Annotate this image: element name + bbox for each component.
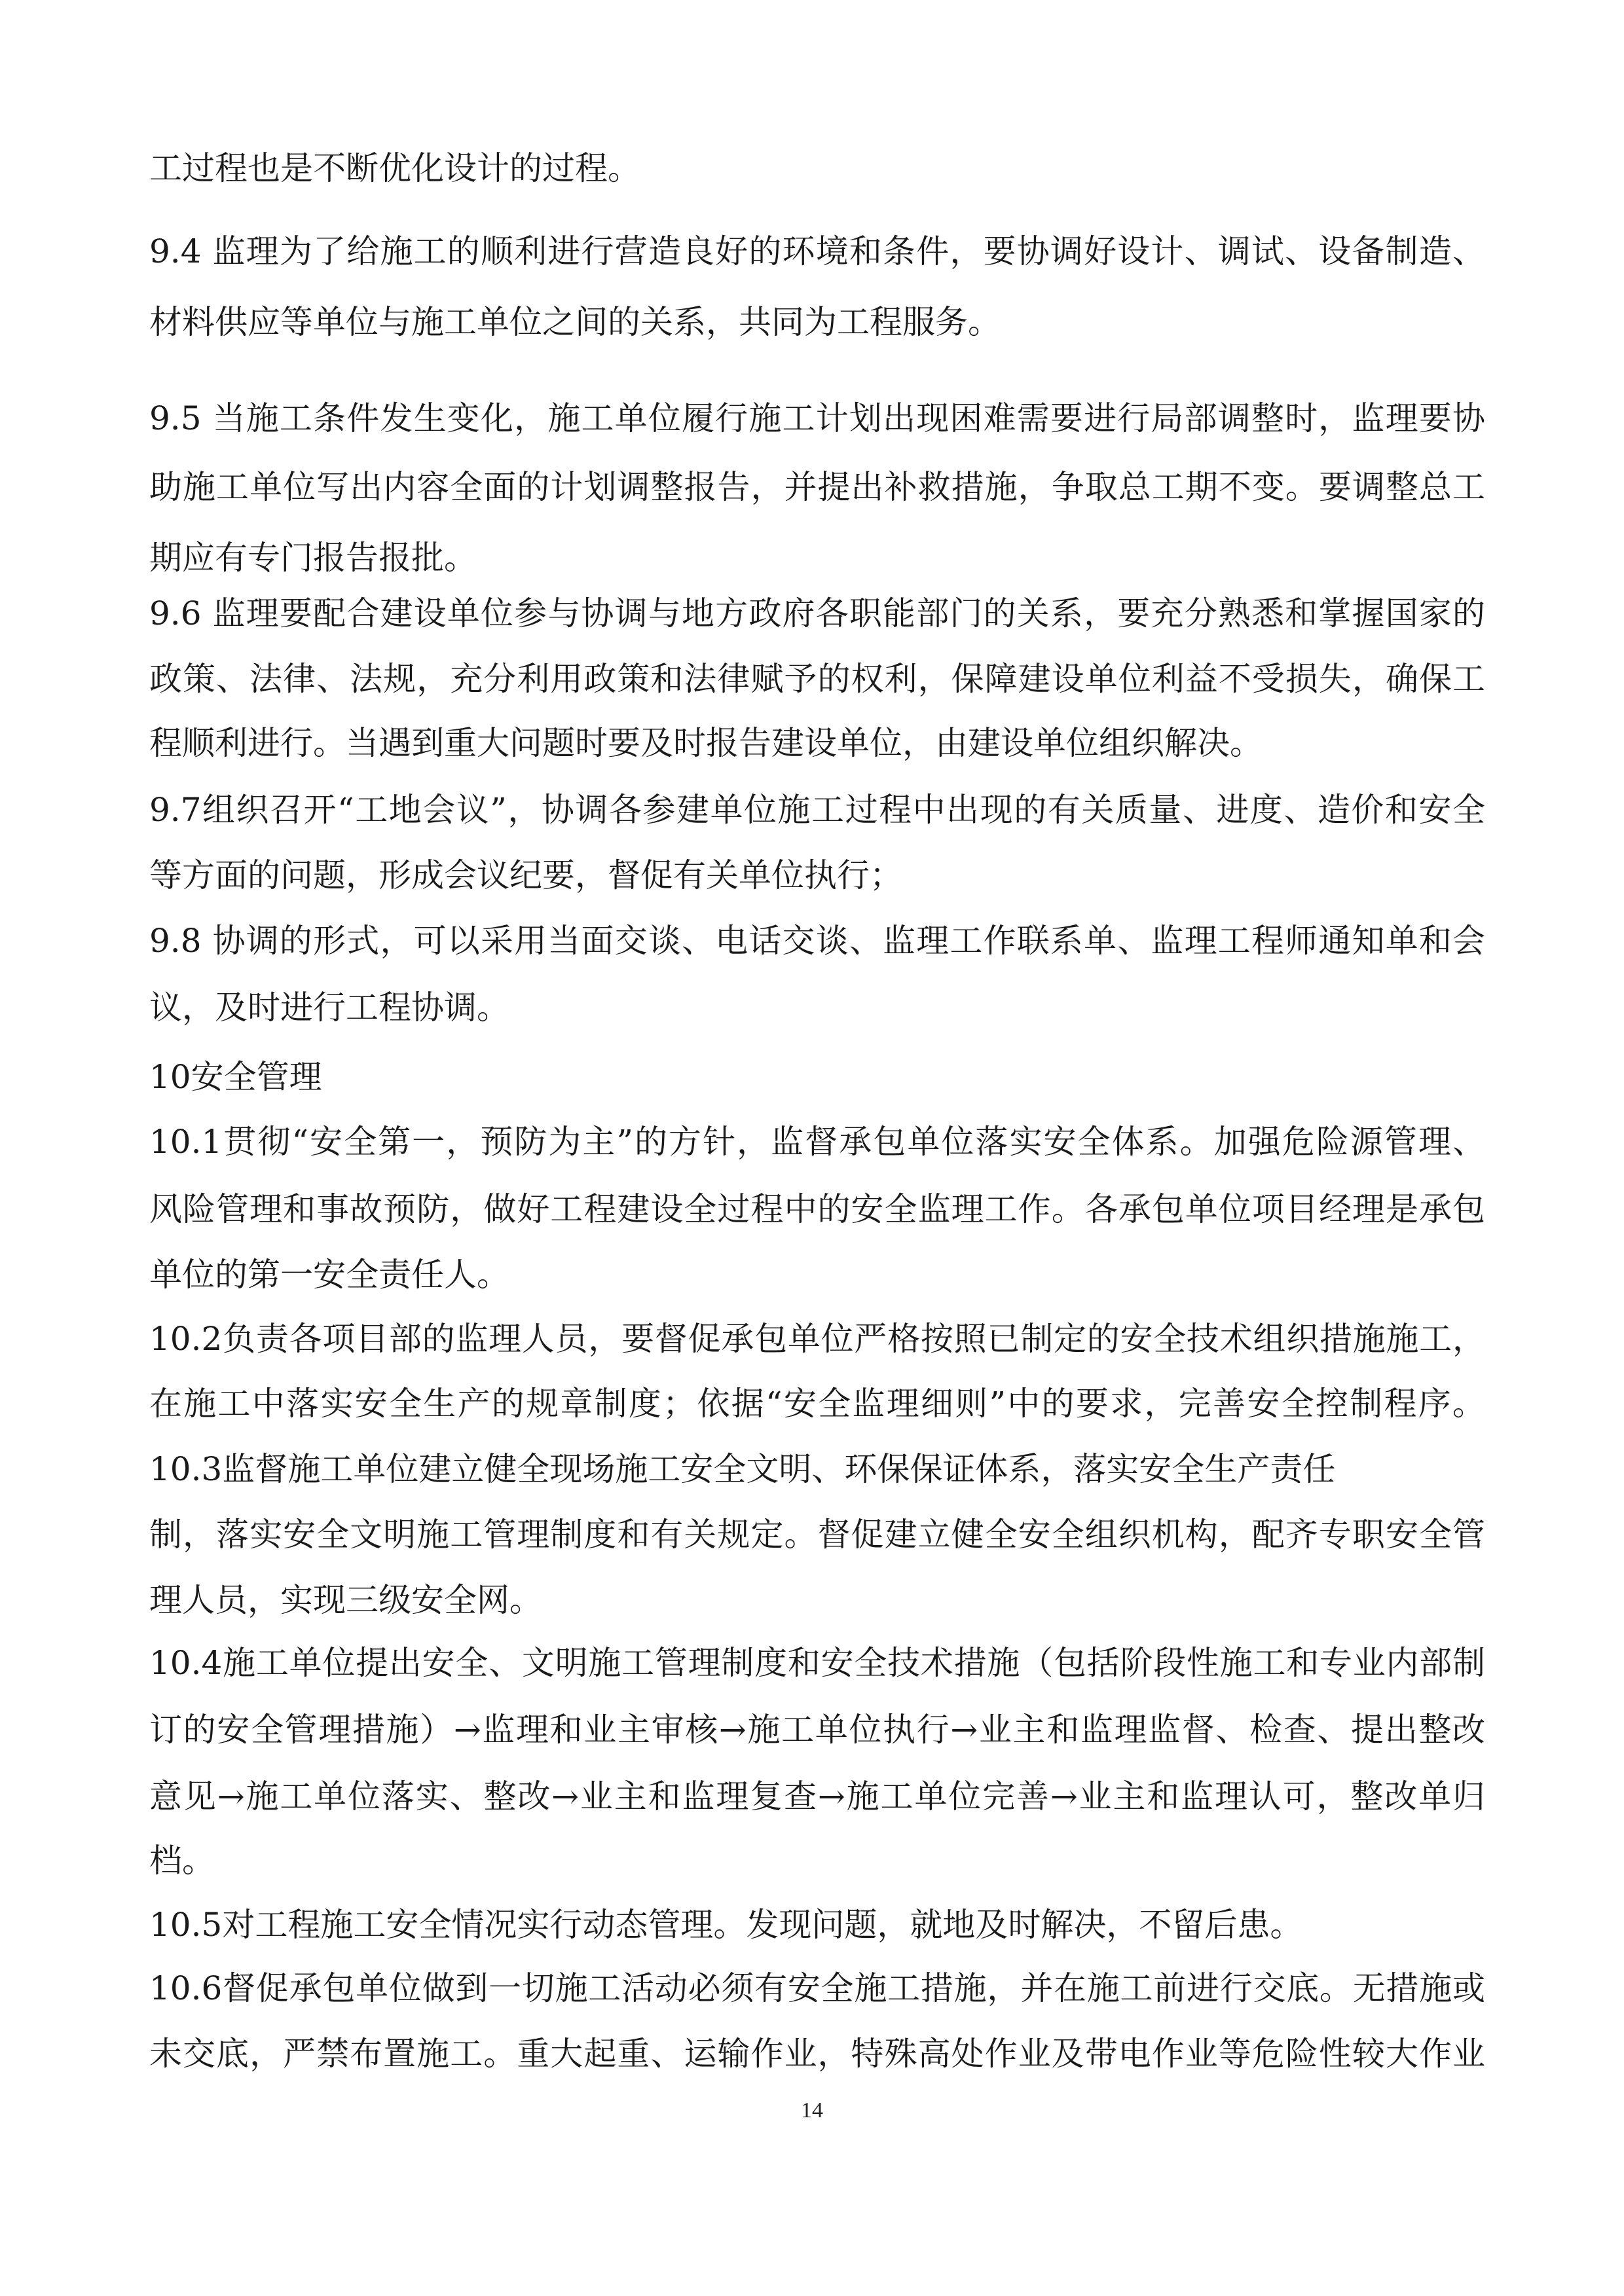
text-line: 未交底，严禁布置施工。重大起重、运输作业，特殊高处作业及带电作业等危险性较大作业 xyxy=(149,2035,1485,2073)
section-heading: 10安全管理 xyxy=(149,1058,322,1096)
text-line: 10.5对工程施工安全情况实行动态管理。发现问题，就地及时解决，不留后患。 xyxy=(149,1906,1303,1944)
text-line: 在施工中落实安全生产的规章制度；依据“安全监理细则”中的要求，完善安全控制程序。 xyxy=(149,1385,1485,1423)
text-line: 9.5 当施工条件发生变化，施工单位履行施工计划出现困难需要进行局部调整时，监理要协 xyxy=(149,399,1485,437)
text-line: 档。 xyxy=(149,1842,215,1880)
text-line: 制，落实安全文明施工管理制度和有关规定。督促建立健全安全组织机构，配齐专职安全管 xyxy=(149,1516,1485,1554)
text-line: 等方面的问题，形成会议纪要，督促有关单位执行； xyxy=(149,856,902,894)
text-line: 10.1贯彻“安全第一，预防为主”的方针，监督承包单位落实安全体系。加强危险源管理、 xyxy=(149,1123,1485,1161)
text-line: 10.2负责各项目部的监理人员，要督促承包单位严格按照已制定的安全技术组织措施施工， xyxy=(149,1320,1485,1358)
text-line: 10.4施工单位提出安全、文明施工管理制度和安全技术措施（包括阶段性施工和专业内部制 xyxy=(149,1644,1485,1682)
text-line: 9.6 监理要配合建设单位参与协调与地方政府各职能部门的关系，要充分熟悉和掌握国家的 xyxy=(149,594,1485,632)
text-line: 订的安全管理措施）→监理和业主审核→施工单位执行→业主和监理监督、检查、提出整改 xyxy=(149,1711,1485,1749)
text-line: 10.3监督施工单位建立健全现场施工安全文明、环保保证体系，落实安全生产责任 xyxy=(149,1450,1336,1488)
text-line: 程顺利进行。当遇到重大问题时要及时报告建设单位，由建设单位组织解决。 xyxy=(149,724,1263,762)
text-line: 单位的第一安全责任人。 xyxy=(149,1256,509,1294)
text-line: 政策、法律、法规，充分利用政策和法律赋予的权利，保障建设单位利益不受损失，确保工 xyxy=(149,660,1485,698)
page-number: 14 xyxy=(801,2098,823,2123)
text-line: 助施工单位写出内容全面的计划调整报告，并提出补救措施，争取总工期不变。要调整总工 xyxy=(149,468,1485,506)
text-line: 理人员，实现三级安全网。 xyxy=(149,1581,542,1619)
text-line: 9.8 协调的形式，可以采用当面交谈、电话交谈、监理工作联系单、监理工程师通知单和会 xyxy=(149,922,1485,960)
text-line: 工过程也是不断优化设计的过程。 xyxy=(149,149,640,187)
text-line: 期应有专门报告报批。 xyxy=(149,539,477,577)
text-line: 9.4 监理为了给施工的顺利进行营造良好的环境和条件，要协调好设计、调试、设备制造、 xyxy=(149,232,1485,270)
text-line: 意见→施工单位落实、整改→业主和监理复查→施工单位完善→业主和监理认可，整改单归 xyxy=(149,1777,1485,1815)
text-line: 风险管理和事故预防，做好工程建设全过程中的安全监理工作。各承包单位项目经理是承包 xyxy=(149,1190,1485,1228)
text-line: 材料供应等单位与施工单位之间的关系，共同为工程服务。 xyxy=(149,303,1001,341)
text-line: 10.6督促承包单位做到一切施工活动必须有安全施工措施，并在施工前进行交底。无措施或 xyxy=(149,1969,1485,2007)
text-line: 议，及时进行工程协调。 xyxy=(149,989,509,1027)
text-line: 9.7组织召开“工地会议”，协调各参建单位施工过程中出现的有关质量、进度、造价和安全 xyxy=(149,791,1485,829)
